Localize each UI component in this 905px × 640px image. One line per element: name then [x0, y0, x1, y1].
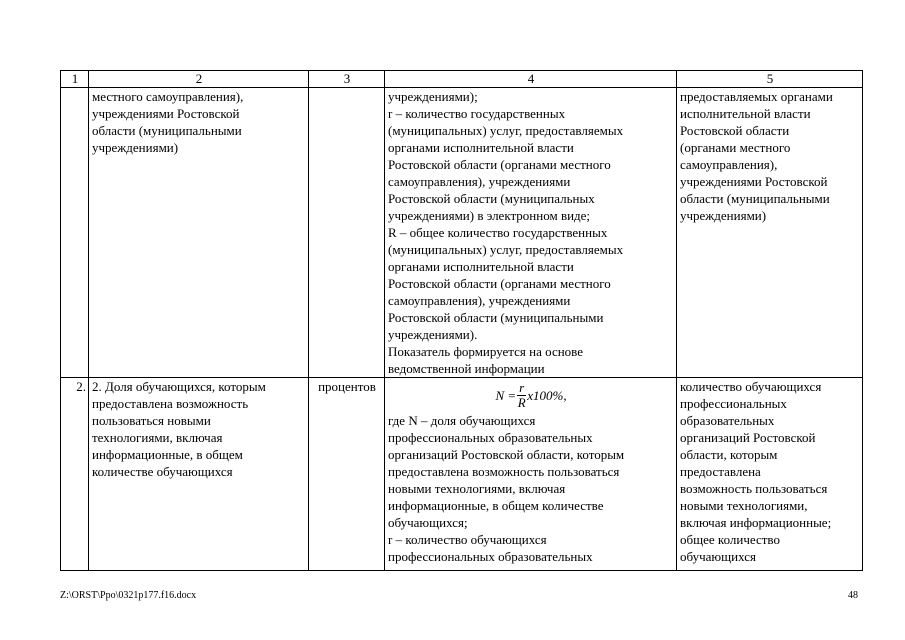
- responsible-cell: [677, 88, 863, 378]
- header-cell: 2: [89, 71, 309, 88]
- text-line: технологиями, включая: [92, 430, 223, 445]
- text-line: области (муниципальными: [92, 123, 242, 138]
- text-line: где N – доля обучающихся: [388, 413, 536, 428]
- indicator-name-cell: [89, 88, 309, 378]
- text-line: самоуправления), учреждениями: [388, 174, 571, 189]
- text-line: новыми технологиями, включая: [388, 481, 566, 496]
- text-line: органами исполнительной власти: [388, 259, 574, 274]
- text-line: предоставлена возможность пользоваться: [388, 464, 620, 479]
- text-line: профессиональных: [680, 396, 787, 411]
- text-line: (муниципальных) услуг, предоставляемых: [388, 242, 624, 257]
- formula-numerator: r: [519, 379, 525, 395]
- text-line: (муниципальных) услуг, предоставляемых: [388, 123, 624, 138]
- row-number-cell: [61, 88, 89, 378]
- text-line: ведомственной информации: [388, 361, 545, 376]
- formula-rhs: x100%: [527, 387, 564, 403]
- text-line: обучающихся;: [388, 515, 468, 530]
- text-line: возможность пользоваться: [680, 481, 828, 496]
- text-line: учреждениями).: [388, 327, 478, 342]
- text-line: профессиональных образовательных: [388, 430, 593, 445]
- responsible-cell: [677, 378, 863, 571]
- text-line: местного самоуправления),: [92, 89, 244, 104]
- text-line: Ростовской области (органами местного: [388, 157, 611, 172]
- header-cell: 1: [61, 71, 89, 88]
- text-line: предоставлена возможность: [92, 396, 249, 411]
- text-line: Ростовской области: [680, 123, 790, 138]
- text-line: R – общее количество государственных: [388, 225, 608, 240]
- text-line: общее количество: [680, 532, 780, 547]
- text-line: r – количество государственных: [388, 106, 566, 121]
- text-line: учреждениями Ростовской: [92, 106, 240, 121]
- text-line: предоставлена: [680, 464, 761, 479]
- text-line: области (муниципальными: [680, 191, 830, 206]
- text-line: Показатель формируется на основе: [388, 344, 583, 359]
- text-line: образовательных: [680, 413, 775, 428]
- text-line: (органами местного: [680, 140, 791, 155]
- text-line: обучающихся: [680, 549, 756, 564]
- formula-denominator: R: [517, 394, 526, 410]
- method-cell: [385, 88, 677, 378]
- indicator-table: [60, 70, 863, 571]
- formula-tail: ,: [563, 387, 567, 403]
- header-row: [61, 71, 863, 88]
- text-line: учреждениями): [680, 208, 767, 223]
- text-line: предоставляемых органами: [680, 89, 833, 104]
- text-line: учреждениями) в электронном виде;: [388, 208, 591, 223]
- header-cell: 5: [677, 71, 863, 88]
- text-line: 2. Доля обучающихся, которым: [92, 379, 266, 394]
- text-line: исполнительной власти: [680, 106, 811, 121]
- text-line: профессиональных образовательных: [388, 549, 593, 564]
- text-line: включая информационные;: [680, 515, 832, 530]
- page-number: 48: [848, 590, 858, 601]
- text-line: учреждениями);: [388, 89, 478, 104]
- text-line: организаций Ростовской: [680, 430, 816, 445]
- text-line: учреждениями Ростовской: [680, 174, 828, 189]
- text-line: Ростовской области (муниципальными: [388, 310, 604, 325]
- text-line: количестве обучающихся: [92, 464, 233, 479]
- text-line: области, которым: [680, 447, 778, 462]
- text-line: информационные, в общем количестве: [388, 498, 604, 513]
- text-line: информационные, в общем: [92, 447, 243, 462]
- header-cell: 4: [385, 71, 677, 88]
- header-cell: 3: [309, 71, 385, 88]
- row-number-cell: 2.: [61, 378, 89, 571]
- text-line: организаций Ростовской области, которым: [388, 447, 625, 462]
- method-cell: [385, 378, 677, 571]
- footer-file-path: Z:\ORST\Ppo\0321p177.f16.docx: [60, 590, 197, 601]
- unit-cell: [309, 88, 385, 378]
- text-line: r – количество обучающихся: [388, 532, 547, 547]
- unit-cell: процентов: [309, 378, 385, 571]
- text-line: новыми технологиями,: [680, 498, 808, 513]
- indicator-name-cell: [89, 378, 309, 571]
- text-line: самоуправления),: [680, 157, 778, 172]
- table-row: [61, 378, 863, 571]
- text-line: количество обучающихся: [680, 379, 822, 394]
- text-line: самоуправления), учреждениями: [388, 293, 571, 308]
- formula-lhs: N =: [495, 387, 517, 403]
- text-line: Ростовской области (органами местного: [388, 276, 611, 291]
- text-line: Ростовской области (муниципальных: [388, 191, 595, 206]
- text-line: учреждениями): [92, 140, 179, 155]
- formula: [388, 378, 674, 412]
- text-line: пользоваться новыми: [92, 413, 211, 428]
- formula-fraction: [517, 381, 526, 410]
- table-row: [61, 88, 863, 378]
- text-line: органами исполнительной власти: [388, 140, 574, 155]
